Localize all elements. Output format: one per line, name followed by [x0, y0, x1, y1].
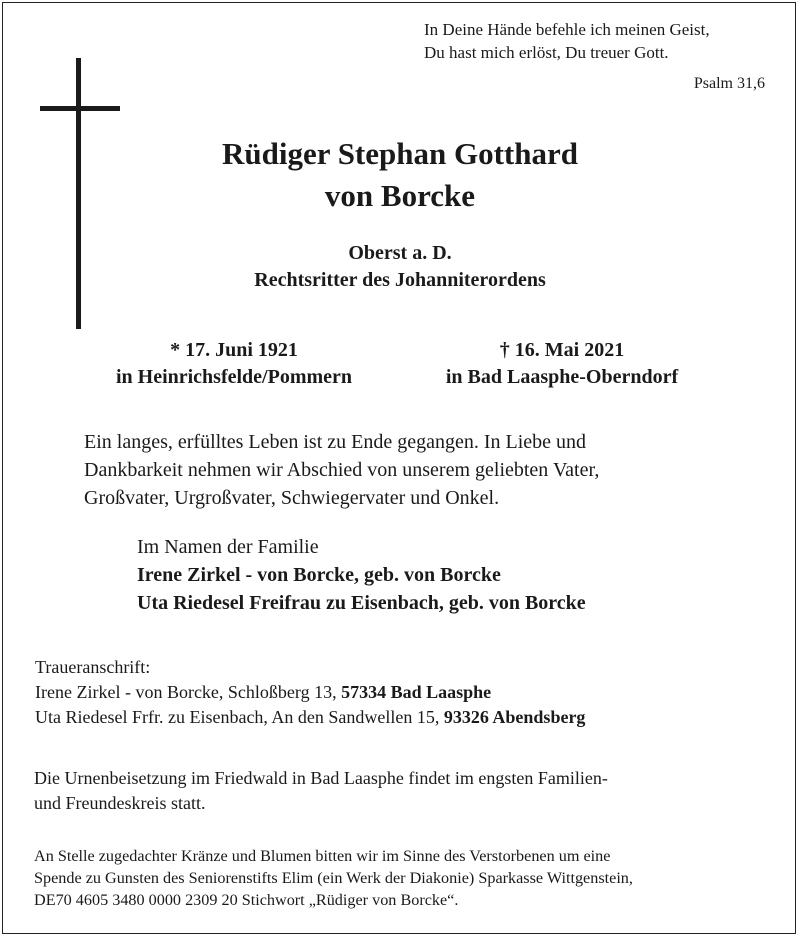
farewell-line-2: Dankbarkeit nehmen wir Abschied von unserem geliebten Vater, [84, 459, 600, 481]
farewell-text [84, 428, 764, 512]
cross-icon-bar [40, 106, 120, 111]
burial-line-1: Die Urnenbeisetzung im Friedwald in Bad Laasphe findet im engsten Familien- [34, 768, 608, 788]
death-place: in Bad Laasphe-Oberndorf [445, 366, 679, 388]
address-1-street: Irene Zirkel - von Borcke, Schloßberg 13, [35, 682, 337, 702]
verse-source: Psalm 31,6 [693, 75, 765, 92]
deceased-rank: Oberst a. D. [348, 242, 452, 264]
burial-notice [34, 766, 774, 816]
donation-line-1: An Stelle zugedachter Kränze und Blumen bitten wir im Sinne des Verstorbenen um eine [34, 847, 611, 865]
verse-line-2: Du hast mich erlöst, Du treuer Gott. [424, 43, 669, 62]
deceased-order: Rechtsritter des Johanniterordens [254, 269, 546, 291]
family-signature [137, 533, 586, 617]
death-date: † 16. Mai 2021 [499, 339, 625, 361]
donation-line-3: DE70 4605 3480 0000 2309 20 Stichwort „Rüdiger von Borcke“. [34, 891, 459, 909]
cross-icon [76, 58, 81, 329]
farewell-line-1: Ein langes, erfülltes Leben ist zu Ende gegangen. In Liebe und [84, 431, 587, 453]
birth-place: in Heinrichsfelde/Pommern [115, 366, 353, 388]
address-line-1 [35, 680, 585, 705]
deceased-name-line-2: von Borcke [324, 178, 476, 213]
address-2-city: 93326 Abendsberg [443, 707, 586, 727]
address-label: Traueranschrift: [35, 657, 151, 677]
donation-line-2: Spende zu Gunsten des Seniorenstifts Elim (ein Werk der Diakonie) Sparkasse Wittgenstein, [34, 869, 633, 887]
farewell-line-3: Großvater, Urgroßvater, Schwiegervater und Onkel. [84, 487, 500, 509]
verse-line-1: In Deine Hände befehle ich meinen Geist, [424, 20, 710, 39]
deceased-name-line-1: Rüdiger Stephan Gotthard [222, 136, 578, 171]
death-info [392, 337, 732, 391]
family-intro: Im Namen der Familie [137, 536, 319, 558]
address-line-2 [35, 705, 585, 730]
birth-date: * 17. Juni 1921 [170, 339, 298, 361]
mourning-address [35, 655, 585, 730]
birth-info [64, 337, 404, 391]
address-2-street: Uta Riedesel Frfr. zu Eisenbach, An den Sandwellen 15, [35, 707, 440, 727]
burial-line-2: und Freundeskreis statt. [34, 793, 206, 813]
donation-notice [34, 845, 774, 911]
family-member-1: Irene Zirkel - von Borcke, geb. von Borcke [137, 564, 501, 586]
family-member-2: Uta Riedesel Freifrau zu Eisenbach, geb. von Borcke [137, 592, 586, 614]
bible-verse [424, 18, 776, 64]
address-1-city: 57334 Bad Laasphe [341, 682, 492, 702]
